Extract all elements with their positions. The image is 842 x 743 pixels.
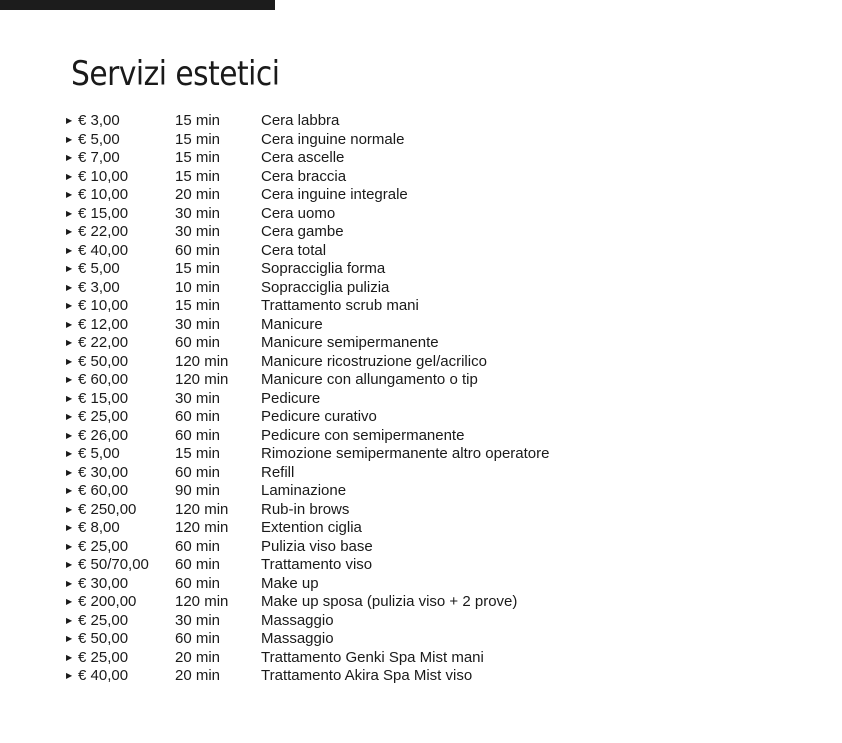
triangle-right-icon: ▶ bbox=[66, 393, 73, 403]
service-duration: 60 min bbox=[175, 408, 221, 425]
service-row bbox=[66, 297, 626, 316]
service-row bbox=[66, 242, 626, 261]
service-price: € 5,00 bbox=[78, 130, 120, 148]
service-row bbox=[66, 408, 626, 427]
service-price: € 26,00 bbox=[78, 426, 129, 444]
triangle-right-icon: ▶ bbox=[66, 171, 73, 181]
service-duration: 60 min bbox=[175, 463, 221, 481]
service-duration: 10 min bbox=[175, 278, 221, 296]
service-duration: 30 min bbox=[175, 315, 221, 333]
triangle-right-icon: ▶ bbox=[66, 430, 73, 440]
service-price: € 50/70,00 bbox=[78, 556, 149, 573]
service-price: € 10,00 bbox=[78, 186, 129, 203]
service-price: € 5,00 bbox=[78, 260, 120, 277]
service-duration: 60 min bbox=[175, 334, 221, 351]
triangle-right-icon: ▶ bbox=[66, 338, 73, 347]
service-name: Cera ascelle bbox=[261, 149, 345, 166]
service-name: Manicure semipermanente bbox=[261, 334, 439, 351]
triangle-right-icon: ▶ bbox=[66, 652, 73, 662]
triangle-right-icon: ▶ bbox=[66, 671, 73, 680]
triangle-right-icon: ▶ bbox=[66, 134, 73, 144]
service-duration: 15 min bbox=[175, 260, 221, 277]
service-row bbox=[66, 519, 626, 538]
triangle-right-icon: ▶ bbox=[66, 245, 73, 255]
service-duration: 15 min bbox=[175, 112, 221, 129]
service-price: € 250,00 bbox=[78, 500, 137, 518]
triangle-right-icon: ▶ bbox=[66, 486, 73, 495]
triangle-right-icon: ▶ bbox=[66, 319, 73, 329]
triangle-right-icon: ▶ bbox=[66, 282, 73, 292]
service-duration: 30 min bbox=[175, 389, 221, 407]
service-row bbox=[66, 445, 626, 464]
service-row bbox=[66, 279, 626, 298]
service-price: € 60,00 bbox=[78, 482, 129, 499]
service-duration: 60 min bbox=[175, 556, 221, 573]
service-duration: 120 min bbox=[175, 500, 229, 518]
service-row bbox=[66, 112, 626, 131]
service-name: Make up sposa (pulizia viso + 2 prove) bbox=[261, 593, 518, 610]
service-price: € 22,00 bbox=[78, 334, 129, 351]
service-price: € 40,00 bbox=[78, 667, 129, 684]
service-name: Trattamento scrub mani bbox=[261, 297, 419, 314]
service-name: Pedicure curativo bbox=[261, 408, 377, 425]
triangle-right-icon: ▶ bbox=[66, 301, 73, 310]
triangle-right-icon: ▶ bbox=[66, 449, 73, 458]
service-row bbox=[66, 538, 626, 557]
triangle-right-icon: ▶ bbox=[66, 523, 73, 532]
service-row bbox=[66, 334, 626, 353]
service-row bbox=[66, 556, 626, 575]
service-duration: 20 min bbox=[175, 648, 221, 666]
service-name: Rimozione semipermanente altro operatore bbox=[261, 445, 550, 462]
service-row bbox=[66, 593, 626, 612]
service-duration: 15 min bbox=[175, 149, 221, 166]
service-name: Manicure ricostruzione gel/acrilico bbox=[261, 352, 487, 370]
service-row bbox=[66, 205, 626, 224]
top-decorative-bar bbox=[0, 0, 275, 10]
service-price: € 7,00 bbox=[78, 149, 120, 166]
triangle-right-icon: ▶ bbox=[66, 615, 73, 625]
service-row bbox=[66, 501, 626, 520]
service-name: Trattamento viso bbox=[261, 556, 373, 573]
service-price: € 50,00 bbox=[78, 630, 129, 647]
service-price: € 30,00 bbox=[78, 463, 129, 481]
service-name: Cera labbra bbox=[261, 112, 340, 129]
service-price: € 200,00 bbox=[78, 593, 137, 610]
triangle-right-icon: ▶ bbox=[66, 208, 73, 218]
triangle-right-icon: ▶ bbox=[66, 634, 73, 643]
service-duration: 60 min bbox=[175, 241, 221, 259]
service-row bbox=[66, 667, 626, 686]
service-name: Pedicure con semipermanente bbox=[261, 426, 465, 444]
service-row bbox=[66, 168, 626, 187]
triangle-right-icon: ▶ bbox=[66, 560, 73, 569]
service-duration: 30 min bbox=[175, 223, 221, 240]
service-price: € 3,00 bbox=[78, 278, 120, 296]
service-duration: 120 min bbox=[175, 371, 229, 388]
service-duration: 120 min bbox=[175, 519, 229, 536]
service-duration: 120 min bbox=[175, 593, 229, 610]
service-duration: 60 min bbox=[175, 537, 221, 555]
service-row bbox=[66, 427, 626, 446]
service-duration: 15 min bbox=[175, 297, 221, 314]
service-name: Cera inguine normale bbox=[261, 130, 405, 148]
triangle-right-icon: ▶ bbox=[66, 227, 73, 236]
service-row bbox=[66, 649, 626, 668]
service-name: Manicure con allungamento o tip bbox=[261, 371, 478, 388]
service-duration: 20 min bbox=[175, 186, 221, 203]
service-price: € 5,00 bbox=[78, 445, 120, 462]
service-duration: 15 min bbox=[175, 445, 221, 462]
service-row bbox=[66, 149, 626, 168]
triangle-right-icon: ▶ bbox=[66, 467, 73, 477]
service-name: Massaggio bbox=[261, 611, 334, 629]
service-price: € 22,00 bbox=[78, 223, 129, 240]
triangle-right-icon: ▶ bbox=[66, 153, 73, 162]
service-name: Cera uomo bbox=[261, 204, 336, 222]
service-name: Cera braccia bbox=[261, 167, 347, 185]
service-price: € 25,00 bbox=[78, 537, 129, 555]
triangle-right-icon: ▶ bbox=[66, 264, 73, 273]
service-name: Cera total bbox=[261, 241, 327, 259]
service-name: Manicure bbox=[261, 315, 323, 333]
service-duration: 60 min bbox=[175, 574, 221, 592]
service-price: € 3,00 bbox=[78, 112, 120, 129]
service-name: Cera inguine integrale bbox=[261, 186, 408, 203]
service-row bbox=[66, 630, 626, 649]
service-row bbox=[66, 353, 626, 372]
service-duration: 30 min bbox=[175, 611, 221, 629]
triangle-right-icon: ▶ bbox=[66, 356, 73, 366]
service-row bbox=[66, 575, 626, 594]
service-price: € 15,00 bbox=[78, 204, 129, 222]
service-row bbox=[66, 482, 626, 501]
service-price: € 10,00 bbox=[78, 297, 129, 314]
page-title: Servizi estetici bbox=[71, 53, 280, 94]
service-price: € 30,00 bbox=[78, 574, 129, 592]
service-price: € 15,00 bbox=[78, 389, 129, 407]
service-row bbox=[66, 464, 626, 483]
service-price: € 12,00 bbox=[78, 315, 129, 333]
service-name: Massaggio bbox=[261, 630, 334, 647]
service-row bbox=[66, 186, 626, 205]
service-price: € 25,00 bbox=[78, 611, 129, 629]
service-price: € 40,00 bbox=[78, 241, 129, 259]
triangle-right-icon: ▶ bbox=[66, 578, 73, 588]
service-name: Rub-in brows bbox=[261, 500, 350, 518]
service-price: € 25,00 bbox=[78, 408, 129, 425]
service-row bbox=[66, 371, 626, 390]
service-name: Pulizia viso base bbox=[261, 537, 373, 555]
service-row bbox=[66, 131, 626, 150]
service-price: € 8,00 bbox=[78, 519, 120, 536]
service-price: € 25,00 bbox=[78, 648, 129, 666]
triangle-right-icon: ▶ bbox=[66, 597, 73, 606]
service-name: Sopracciglia forma bbox=[261, 260, 386, 277]
triangle-right-icon: ▶ bbox=[66, 116, 73, 125]
triangle-right-icon: ▶ bbox=[66, 504, 73, 514]
service-name: Refill bbox=[261, 463, 295, 481]
service-row bbox=[66, 260, 626, 279]
service-name: Extention ciglia bbox=[261, 519, 362, 536]
service-row bbox=[66, 612, 626, 631]
service-duration: 20 min bbox=[175, 667, 221, 684]
service-price: € 60,00 bbox=[78, 371, 129, 388]
service-name: Laminazione bbox=[261, 482, 347, 499]
service-price: € 50,00 bbox=[78, 352, 129, 370]
service-duration: 30 min bbox=[175, 204, 221, 222]
service-name: Cera gambe bbox=[261, 223, 344, 240]
service-price: € 10,00 bbox=[78, 167, 129, 185]
service-name: Make up bbox=[261, 574, 319, 592]
service-duration: 15 min bbox=[175, 167, 221, 185]
service-name: Sopracciglia pulizia bbox=[261, 278, 390, 296]
triangle-right-icon: ▶ bbox=[66, 541, 73, 551]
triangle-right-icon: ▶ bbox=[66, 375, 73, 384]
service-row bbox=[66, 390, 626, 409]
service-duration: 90 min bbox=[175, 482, 221, 499]
service-duration: 15 min bbox=[175, 130, 221, 148]
services-list bbox=[66, 112, 626, 686]
triangle-right-icon: ▶ bbox=[66, 190, 73, 199]
triangle-right-icon: ▶ bbox=[66, 412, 73, 421]
service-duration: 60 min bbox=[175, 630, 221, 647]
service-name: Trattamento Akira Spa Mist viso bbox=[261, 667, 473, 684]
service-name: Pedicure bbox=[261, 389, 321, 407]
service-name: Trattamento Genki Spa Mist mani bbox=[261, 648, 484, 666]
service-duration: 60 min bbox=[175, 426, 221, 444]
service-row bbox=[66, 223, 626, 242]
service-row bbox=[66, 316, 626, 335]
service-duration: 120 min bbox=[175, 352, 229, 370]
